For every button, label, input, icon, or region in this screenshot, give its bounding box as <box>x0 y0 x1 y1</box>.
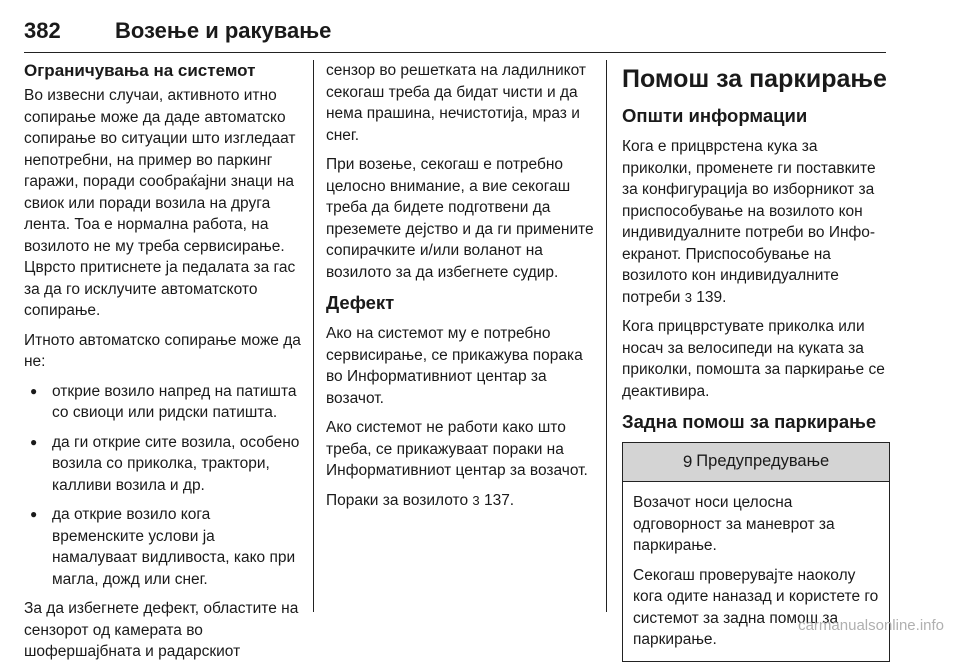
column-2 <box>326 60 594 519</box>
warning-triangle-icon: 9 <box>682 452 693 472</box>
warning-paragraph: Возачот носи целосна одговорност за маневрот за паркирање. <box>633 494 835 554</box>
column-1 <box>24 60 302 671</box>
section-title-parking-assist: Помош за паркирање <box>622 65 887 93</box>
paragraph-vehicle-messages-ref <box>326 490 594 512</box>
paragraph: За да избегнете дефект, областите на сензорот од камерата во шофершајбната и радарскиот <box>24 600 299 660</box>
paragraph: Итното автоматско сопирање може да не: <box>24 331 301 370</box>
warning-paragraph: Секогаш проверувајте наоколу кога одите наназад и користете го системот за задна помош за паркирање. <box>633 566 879 648</box>
subheading-general-info: Општи информации <box>622 105 808 126</box>
ref-text: Кога е прицврстена кука за приколки, променете ги поставките за конфигурација во изборникот за приспособување на возилото кон индивидуалните потреби во Инфо-екранот. Приспособување на возилото кон индивидуалните потреби <box>622 138 876 306</box>
column-3 <box>622 60 890 662</box>
paragraph: сензор во решетката на ладилникот секогаш треба да бидат чисти и да нема прашина, нечистотија, мраз и снег. <box>326 62 586 144</box>
section-heading-system-limits: Ограничувања на системот <box>24 61 256 80</box>
paragraph: Ако на системот му е потребно сервисирање, се прикажува порака во Информативниот центар за возачот. <box>326 325 583 407</box>
list-item: ● открие возило напред на патишта со свиоци или ридски патишта. <box>52 381 302 424</box>
paragraph: Во извесни случаи, активното итно сопирање може да даде автоматско сопирање во ситуации што изгледаат непотребни, на пример во паркинг гаражи, поради сообраќајни знаци на свиок или поради возила на друга лента. Тоа е нормална работа, на возилото не му треба сервисирање. Цврсто притиснете ја педалата за гас за да го исклучите автоматското сопирање. <box>24 87 296 319</box>
list-item: ● да ги открие сите возила, особено возила со приколка, трактори, калливи возила и др. <box>52 432 302 497</box>
page-ref-arrow-icon: 3 <box>472 492 480 508</box>
column-divider-2 <box>606 60 607 612</box>
watermark: carmanualsonline.info <box>798 617 944 634</box>
bullet-list <box>24 381 302 591</box>
page-header <box>24 0 886 53</box>
paragraph: При возење, секогаш е потребно целосно внимание, а вие секогаш треба да бидете подготвени да преземете дејство и да ги примените сопирачките и/или воланот на возилото за да избегнете судир. <box>326 156 594 281</box>
chapter-title: Возење и ракување <box>115 18 332 43</box>
ref-text: Пораки за возилото <box>326 491 473 509</box>
list-item: ● да открие возило кога временските услови ја намалуваат видливоста, како при магла, дожд или снег. <box>52 504 302 590</box>
ref-page-number[interactable]: 139. <box>691 288 727 306</box>
warning-title: Предупредување <box>696 452 830 471</box>
warning-header <box>623 443 889 482</box>
paragraph-personalization-ref <box>622 136 890 308</box>
page-ref-arrow-icon: 3 <box>684 289 692 305</box>
paragraph: Кога прицврстувате приколка или носач за велосипеди на куката за приколки, помошта за паркирање се деактивира. <box>622 318 885 400</box>
column-divider-1 <box>313 60 314 612</box>
paragraph: Ако системот не работи како што треба, се прикажуваат пораки на Информативниот центар за возачот. <box>326 419 588 479</box>
page-number: 382 <box>24 18 61 43</box>
section-heading-fault: Дефект <box>326 292 395 313</box>
ref-page-number[interactable]: 137. <box>479 491 515 509</box>
subheading-rear-parking-assist: Задна помош за паркирање <box>622 411 877 432</box>
